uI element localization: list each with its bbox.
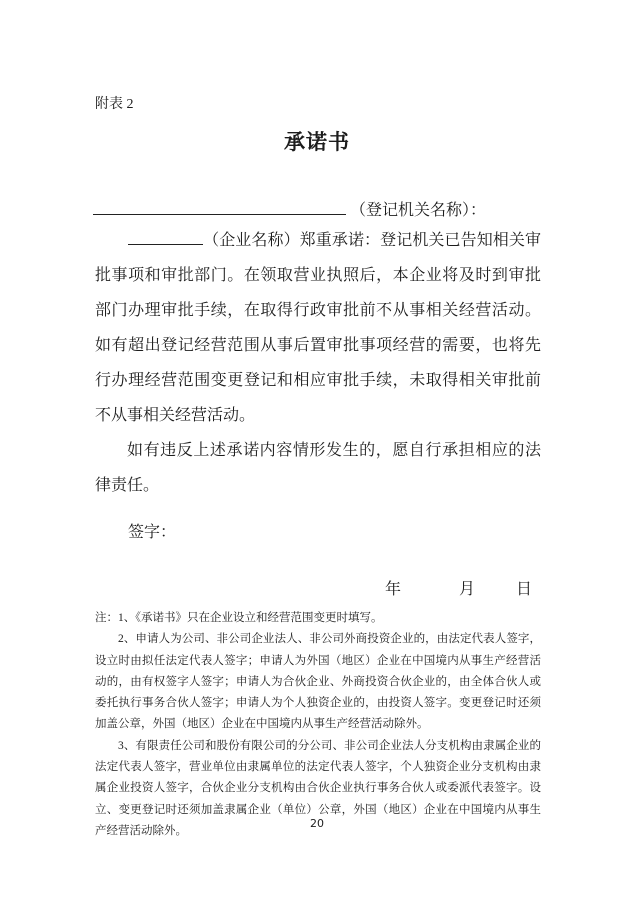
body-paragraph-1-text: （企业名称）郑重承诺：登记机关已告知相关审批事项和审批部门。在领取营业执照后，本企业将及时到审批部门办理审批手续，在取得行政审批前不从事相关经营活动。如有超出登记经营范围从事后置审批事项经营的需要，也将先行办理经营范围变更登记和相应审批手续，未取得相关审批前不从事相关经营活动。 <box>95 232 541 424</box>
date-day-label: 日 <box>516 581 533 598</box>
page-number: 20 <box>310 817 324 830</box>
signature-label: 签字： <box>128 524 177 541</box>
document-title: 承诺书 <box>284 130 350 154</box>
registration-authority-label: （登记机关名称）： <box>350 202 487 219</box>
recipient-line <box>93 197 543 220</box>
note-2: 2、申请人为公司、非公司企业法人、非公司外商投资企业的，由法定代表人签字，设立时由拟任法定代表人签字；申请人为外国（地区）企业在中国境内从事生产经营活动的，由有权签字人签字；申请人为合伙企业、外商投资合伙企业的，由全体合伙人或委托执行事务合伙人签字；申请人为个人独资企业的，由投资人签字。变更登记时还须加盖公章，外国（地区）企业在中国境内从事生产经营活动除外。 <box>95 633 541 731</box>
body-paragraph-2: 如有违反上述承诺内容情形发生的，愿自行承担相应的法律责任。 <box>95 442 541 494</box>
date-year-label: 年 <box>385 581 402 598</box>
note-1: 注：1、《承诺书》只在企业设立和经营范围变更时填写。 <box>95 612 383 624</box>
date-month-label: 月 <box>459 581 476 598</box>
appendix-label: 附表 2 <box>95 97 134 112</box>
body-text <box>95 223 541 503</box>
note-3: 3、有限责任公司和股份有限公司的分公司、非公司企业法人分支机构由隶属企业的法定代表人签字，营业单位由隶属单位的法定代表人签字，个人独资企业分支机构由隶属企业投资人签字，合伙企业分支机构由合伙企业执行事务合伙人或委派代表签字。设立、变更登记时还须加盖隶属企业（单位）公章，外国（地区）企业在中国境内从事生产经营活动除外。 <box>95 739 541 837</box>
notes-section <box>95 608 541 842</box>
date-line <box>0 576 634 599</box>
enterprise-name-blank <box>128 229 203 245</box>
registration-authority-blank <box>93 198 346 215</box>
body-paragraph-1 <box>95 223 541 433</box>
